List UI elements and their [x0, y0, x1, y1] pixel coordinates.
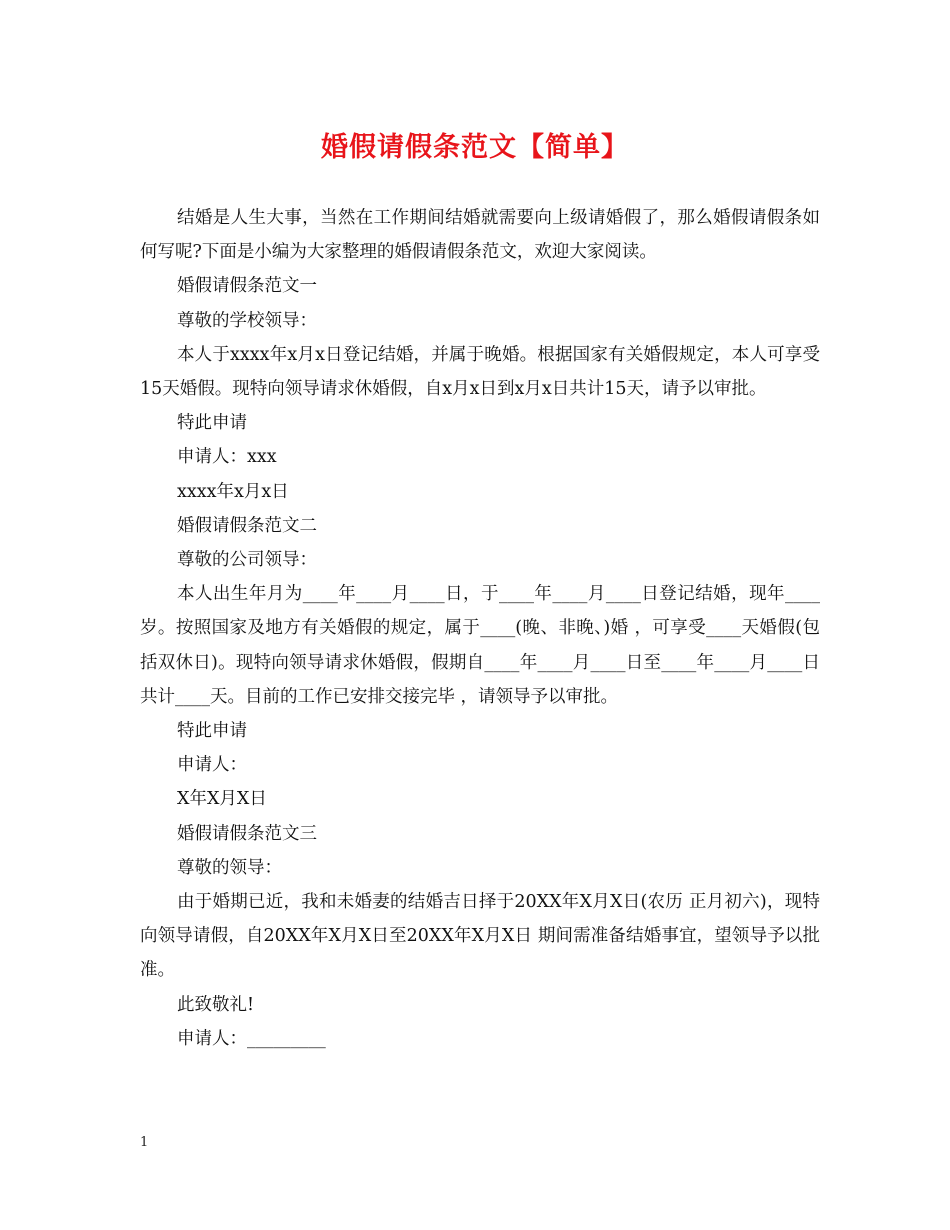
applicant-1: 申请人：xxx	[177, 447, 277, 468]
closing-1: 特此申请	[177, 413, 247, 434]
salutation-3: 尊敬的领导：	[177, 857, 282, 878]
body-paragraph-1: 本人于xxxx年x月x日登记结婚，并属于晚婚。根据国家有关婚假规定，本人可享受15天婚假。现特向领导请求休婚假，自x月x日到x月x日共计15天，请予以审批。	[140, 344, 820, 400]
salutation-2: 尊敬的公司领导：	[177, 550, 317, 571]
section-heading-1: 婚假请假条范文一	[177, 276, 317, 297]
closing-3: 此致敬礼!	[177, 994, 255, 1015]
applicant-2: 申请人：	[177, 755, 247, 776]
section-heading-2: 婚假请假条范文二	[177, 515, 317, 536]
date-1: xxxx年x月x日	[177, 481, 289, 502]
document-body	[140, 201, 820, 1056]
salutation-1: 尊敬的学校领导：	[177, 310, 317, 331]
body-paragraph-2: 本人出生年月为____年____月____日，于____年____月____日登记结婚，现年____岁。按照国家及地方有关婚假的规定，属于____(晚、非晚、)婚 ，可享受____天婚假(包括双休日)。现特向领导请求休婚假，假期自____年____月____日至____年____月____日共计____天。目前的工作已安排交接完毕 ，请领导予以审批。	[140, 584, 820, 707]
page-number: 1	[140, 1135, 149, 1150]
body-paragraph-3: 由于婚期已近，我和未婚妻的结婚吉日择于20XX年X月X日(农历 正月初六)，现特向领导请假，自20XX年X月X日至20XX年X月X日 期间需准备结婚事宜，望领导予以批准。	[140, 892, 820, 981]
closing-2: 特此申请	[177, 721, 247, 742]
document-title: 婚假请假条范文【简单】	[321, 132, 629, 163]
section-heading-3: 婚假请假条范文三	[177, 823, 317, 844]
applicant-3: 申请人：_________	[177, 1028, 326, 1049]
date-2: X年X月X日	[177, 789, 267, 810]
intro-paragraph: 结婚是人生大事，当然在工作期间结婚就需要向上级请婚假了，那么婚假请假条如何写呢?下面是小编为大家整理的婚假请假条范文，欢迎大家阅读。	[140, 208, 820, 263]
